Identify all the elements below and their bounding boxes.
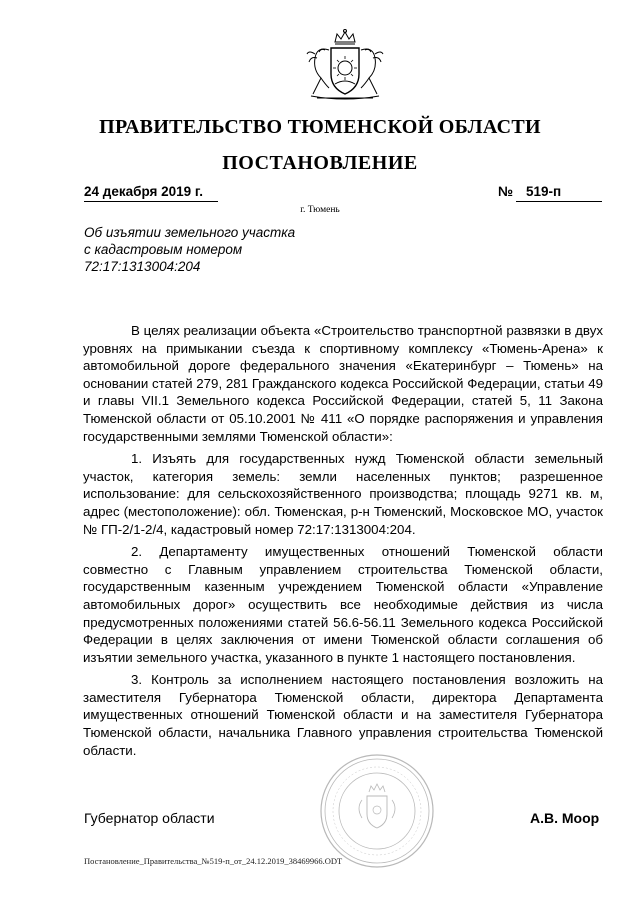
preamble-paragraph: В целях реализации объекта «Строительство транспортной развязки в двух уровнях на примыкании съезда к спортивному комплексу «Тюмень-Арена» к автомобильной дороге федерального значения «Екатеринбург – Тюмень» на основании статей 279, 281 Гражданского кодекса Российской Федерации, статьи 49 и главы VII.1 Земельного кодекса Российской Федерации, статей 5, 11 Закона Тюменской области от 05.10.2001 № 411 «О порядке распоряжения и управления государственными землями Тюменской области»:: [83, 323, 603, 444]
date-underline: [84, 201, 218, 202]
footer-filename: Постановление_Правительства_№519-п_от_24.12.2019_38469966.ODT: [84, 856, 343, 866]
item-paragraph: 1. Изъять для государственных нужд Тюменской области земельный участок, категория земель: земли населенных пунктов; разрешенное использование: для сельскохозяйственного производства; площадь 9271 кв. м, адрес (местоположение): обл. Тюменская, р-н Тюменский, Московское МО, участок № ГП-2/1-2/4, кадастровый номер 72:17:1313004:204.: [83, 451, 603, 537]
document-date: 24 декабря 2019 г.: [84, 184, 203, 199]
subject-line: Об изъятии земельного участка: [84, 225, 296, 240]
number-underline: [516, 201, 602, 202]
document-type-title: ПОСТАНОВЛЕНИЕ: [222, 152, 418, 174]
item-paragraph: 2. Департаменту имущественных отношений Тюменской области совместно с Главным управлением строительства Тюменской области, государственным казенным учреждением Тюменской области «Управление автомобильных дорог» осуществить все необходимые действия из числа предусмотренных положениями статей 56.6-56.11 Земельного кодекса Российской Федерации в целях заключения от имени Тюменской области соглашения об изъятии земельного участка, указанного в пункте 1 настоящего постановления.: [83, 544, 603, 665]
number-sign: №: [498, 184, 514, 199]
document-body: [83, 322, 603, 764]
document-subject: [84, 224, 344, 275]
document-city: г. Тюмень: [300, 205, 340, 215]
item-paragraph: 3. Контроль за исполнением настоящего постановления возложить на заместителя Губернатора Тюменской области, директора Департамента имущественных отношений Тюменской области и на заместителя Губернатора Тюменской области, начальника Главного управления строительства Тюменской области.: [83, 672, 603, 758]
subject-line: с кадастровым номером: [84, 242, 243, 257]
signatory-name: А.В. Моор: [530, 810, 600, 826]
subject-line: 72:17:1313004:204: [84, 259, 201, 274]
government-title: ПРАВИТЕЛЬСТВО ТЮМЕНСКОЙ ОБЛАСТИ: [99, 116, 541, 138]
official-seal-stamp: [318, 752, 436, 870]
document-number: 519-п: [526, 184, 562, 199]
signatory-title: Губернатор области: [84, 810, 215, 826]
coat-of-arms-icon: [303, 28, 387, 102]
